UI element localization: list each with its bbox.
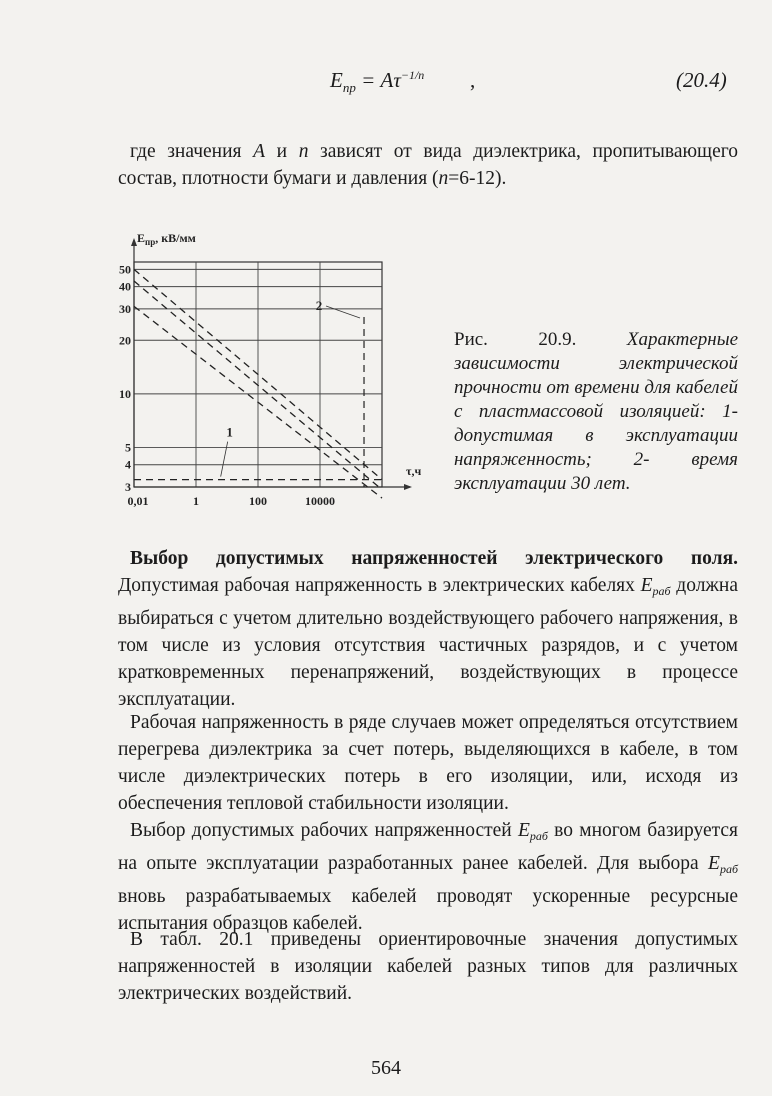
para4-text-3: вновь разрабатываемых кабелей проводят ускоренные ресурсные испытания образцов кабелей. <box>118 886 738 934</box>
formula-exponent: −1/n <box>400 68 425 82</box>
annotation-1-leader <box>221 442 228 477</box>
annotation-2-leader <box>326 306 360 318</box>
para4-subscript-2: раб <box>719 862 738 876</box>
page-number: 564 <box>371 1057 401 1079</box>
y-tick-label: 50 <box>119 262 131 277</box>
para1-symbol-a: A <box>253 141 266 162</box>
annotation-2: 2 <box>315 298 323 313</box>
paragraph-3: Рабочая напряженность в ряде случаев может определяться отсутствием перегрева диэлектрика за счет потерь, выделяющихся в кабеле, в том числе диэлектрических потерь в его изоляции, или, исходя из обеспечения тепловой стабильности изоляции. <box>118 712 738 814</box>
para1-text-4: =6-12). <box>448 168 507 189</box>
para1-symbol-n2: n <box>438 168 449 189</box>
figure-20-9 <box>100 225 440 515</box>
x-axis-label: τ,ч <box>406 464 422 478</box>
paragraph-1 <box>118 138 738 192</box>
x-tick-label: 10000 <box>305 494 335 508</box>
annotation-1: 1 <box>226 424 233 440</box>
para2-subscript: раб <box>652 584 671 598</box>
y-tick-label: 10 <box>119 386 131 401</box>
para4-symbol: E <box>517 820 530 841</box>
y-tick-label: 40 <box>119 279 131 294</box>
para1-text-3: зависят от вида диэлектрика, пропитывающего состав, плотности бумаги и давления ( <box>118 141 738 189</box>
formula-rhs: = Aτ <box>355 68 401 92</box>
formula-lhs: E <box>330 68 343 92</box>
x-axis-arrow <box>404 484 412 490</box>
para2-text-1: Допустимая рабочая напряженность в электрических кабелях <box>118 575 641 596</box>
y-tick-label: 5 <box>125 440 131 455</box>
para1-symbol-n: n <box>298 141 309 162</box>
x-tick-label: 1 <box>193 494 199 508</box>
formula-comma: , <box>470 68 476 92</box>
caption-text: Характерные зависимости электрической прочности от времени для кабелей с пластмассовой изоляцией: 1- допустимая в эксплуатации напряженность; 2- время эксплуатации 30 лет. <box>454 329 738 494</box>
y-axis-label: $E_{пр}$, кВ/мм <box>137 231 196 247</box>
para4-text-1: Выбор допустимых рабочих напряженностей <box>130 820 518 841</box>
y-tick-label: 20 <box>119 333 131 348</box>
y-tick-label: 3 <box>125 480 131 494</box>
strength-time-chart <box>100 225 440 515</box>
caption-lead: Рис. 20.9. <box>454 329 627 350</box>
formula <box>330 68 424 96</box>
para2-symbol: E <box>640 575 653 596</box>
y-tick-label: 4 <box>125 457 131 472</box>
para2-text-2: должна выбираться с учетом длительно воздействующего рабочего напряжения, в том числе из условия отсутствия частичных разрядов, и с учетом кратковременных перенапряжений, воздействующих в процессе эксплуатации. <box>118 575 738 710</box>
x-tick-label: 100 <box>249 494 267 508</box>
para1-text-2: и <box>265 141 299 162</box>
para4-symbol-2: E <box>708 853 720 874</box>
para4-text-2: во многом базируется на опыте эксплуатации разработанных ранее кабелей. Для выбора <box>118 820 738 874</box>
para1-text-1: где значения <box>130 141 254 162</box>
section-heading: Выбор допустимых напряженностей электрического поля. <box>130 548 738 569</box>
figure-caption <box>454 328 738 496</box>
formula-line <box>0 68 772 102</box>
x-tick-label: 0,01 <box>127 494 149 508</box>
y-tick-label: 30 <box>119 301 131 316</box>
paragraph-2 <box>118 545 738 713</box>
paragraph-4 <box>118 817 738 937</box>
para4-subscript: раб <box>529 829 548 843</box>
formula-lhs-sub: пр <box>342 80 356 96</box>
equation-number: (20.4) <box>676 68 727 92</box>
paragraph-5: В табл. 20.1 приведены ориентировочные значения допустимых напряженностей в изоляции кабелей разных типов для различных электрических воздействий. <box>118 929 738 1004</box>
